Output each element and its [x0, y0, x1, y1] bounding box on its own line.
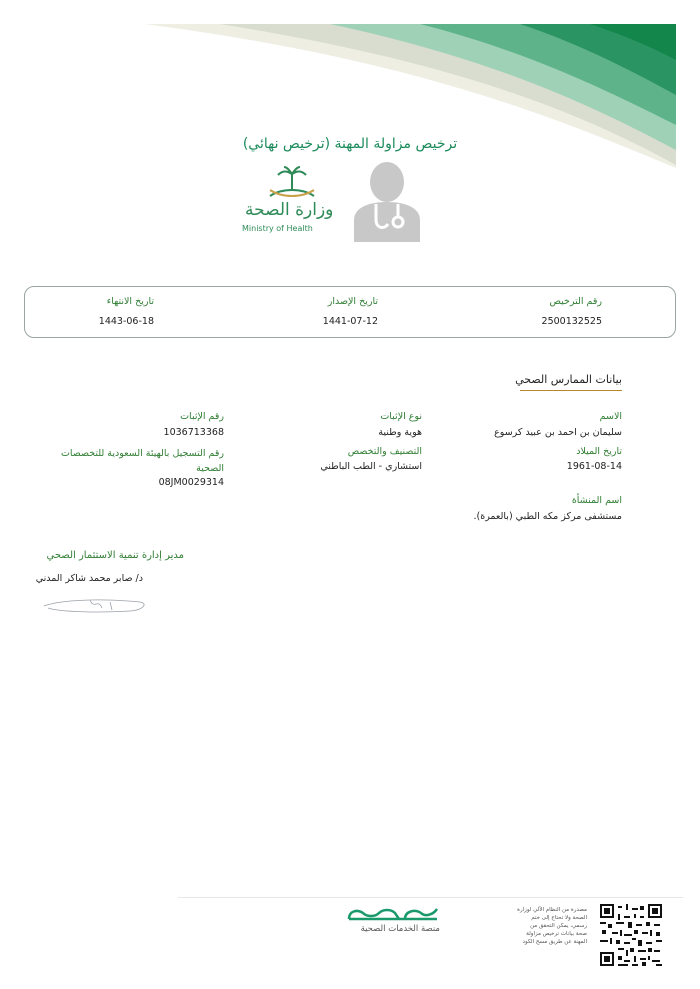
- license-info-box: [24, 286, 676, 338]
- license-number: 2500132525: [541, 316, 602, 327]
- id-number-label: رقم الإثبات: [180, 411, 224, 422]
- ministry-name-en: Ministry of Health: [242, 224, 313, 233]
- director-title: مدير إدارة تنمية الاستثمار الصحي: [46, 550, 184, 561]
- classification-label: التصنيف والتخصص: [347, 446, 422, 457]
- license-number-label: رقم الترخيص: [549, 296, 602, 307]
- issue-date-label: تاريخ الإصدار: [327, 296, 378, 307]
- document-title: ترخيص مزاولة المهنة (ترخيص نهائي): [242, 136, 458, 152]
- ministry-name-ar: وزارة الصحة: [245, 200, 334, 220]
- id-type-label: نوع الإثبات: [380, 411, 422, 422]
- section-underline: [520, 390, 622, 391]
- sehhaty-logo-icon: [345, 905, 441, 923]
- verification-note: مصدرة من النظام الآلي لوزارة الصحة ولا تحتاج إلى ختم رسمي، يمكن التحقق من صحة بيانات ترخيص مزاولة المهنة عن طريق مسح الكود: [517, 907, 587, 945]
- birth-date-label: تاريخ الميلاد: [576, 446, 622, 457]
- registration-number: 08JM0029314: [158, 477, 224, 488]
- expiry-date: 1443-06-18: [98, 316, 154, 327]
- footer-divider: [178, 897, 683, 898]
- palm-swords-icon: [262, 166, 322, 204]
- doctor-stethoscope-icon: [352, 158, 422, 242]
- practitioner-section-title: بيانات الممارس الصحي: [515, 373, 622, 386]
- registration-label: رقم التسجيل بالهيئة السعودية للتخصصات الصحية: [60, 448, 224, 474]
- expiry-date-label: تاريخ الانتهاء: [106, 296, 154, 307]
- id-number: 1036713368: [163, 427, 224, 438]
- signature-icon: [40, 596, 152, 616]
- qr-code-icon: [600, 904, 662, 966]
- birth-date: 1961-08-14: [566, 461, 622, 472]
- issue-date: 1441-07-12: [322, 316, 378, 327]
- platform-name: منصة الخدمات الصحية: [360, 924, 440, 934]
- facility-label: اسم المنشأة: [571, 495, 622, 506]
- id-type: هوية وطنية: [378, 427, 422, 438]
- classification: استشاري - الطب الباطني: [320, 461, 422, 472]
- director-name: د/ صابر محمد شاكر المدني: [35, 573, 143, 584]
- facility-name: مستشفى مركز مكه الطبي (بالعمرة).: [473, 511, 622, 522]
- name-label: الاسم: [599, 411, 622, 422]
- practitioner-name: سليمان بن احمد بن عبيد كرسوع: [494, 427, 622, 438]
